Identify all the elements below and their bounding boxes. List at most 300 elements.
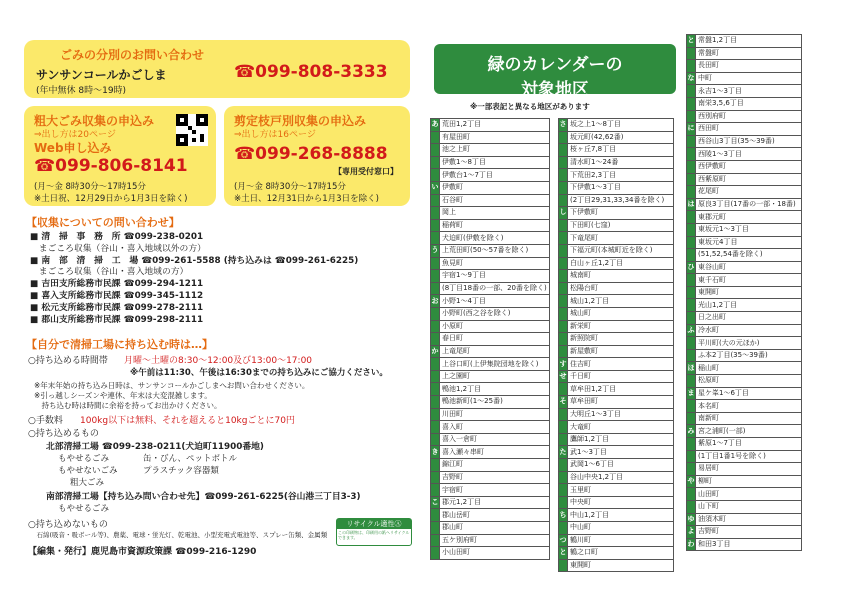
not-accepted-items: 石綿(吸音・吸ボール等)、農薬、電球・蛍光灯、乾電池、小型充電式電池等、スプレー缶類、金属類 bbox=[30, 531, 328, 539]
district-kana bbox=[687, 488, 696, 501]
district-kana: よ bbox=[687, 526, 696, 539]
district-row bbox=[431, 471, 550, 484]
district-name: 下田町(七窪) bbox=[568, 219, 674, 232]
district-row bbox=[431, 534, 550, 547]
district-name: 原良3丁目(17番の一部・18番) bbox=[696, 198, 802, 211]
district-kana: お bbox=[431, 295, 440, 308]
district-name: 城山1,2丁目 bbox=[568, 295, 674, 308]
district-kana bbox=[431, 547, 440, 560]
district-row bbox=[431, 194, 550, 207]
district-name: 中央町 bbox=[568, 496, 674, 509]
district-name: (51,52,54番を除く) bbox=[696, 249, 802, 262]
district-row bbox=[687, 135, 802, 148]
district-kana: ほ bbox=[687, 362, 696, 375]
bulky-waste-web: Web申し込み bbox=[34, 141, 112, 155]
district-row bbox=[431, 396, 550, 409]
district-kana bbox=[687, 47, 696, 60]
district-kana bbox=[431, 408, 440, 421]
district-table-3 bbox=[686, 34, 802, 551]
district-name: 坂之上1〜8丁目 bbox=[568, 119, 674, 132]
district-kana bbox=[687, 249, 696, 262]
district-kana: し bbox=[559, 207, 568, 220]
district-row bbox=[687, 438, 802, 451]
self-delivery-title: 【自分で清掃工場に持ち込む時は…】 bbox=[26, 338, 213, 351]
district-name: 喜入一倉町 bbox=[440, 433, 550, 446]
district-name: 西紫原町 bbox=[696, 173, 802, 186]
district-kana bbox=[431, 333, 440, 346]
district-name: 中山1,2丁目 bbox=[568, 509, 674, 522]
district-kana bbox=[431, 207, 440, 220]
district-name: 伊敷1〜8丁目 bbox=[440, 156, 550, 169]
district-kana bbox=[687, 236, 696, 249]
district-name: 五ケ別府町 bbox=[440, 534, 550, 547]
district-name: 松原町 bbox=[696, 375, 802, 388]
district-name: 松陽台町 bbox=[568, 282, 674, 295]
district-row bbox=[431, 156, 550, 169]
inquiry-line: ■ 郡山支所総務市民課 ☎099-298-2111 bbox=[30, 314, 204, 325]
district-kana bbox=[431, 169, 440, 182]
district-name: 宇宿1〜9丁目 bbox=[440, 270, 550, 283]
district-kana bbox=[559, 471, 568, 484]
sorting-inquiry-title: ごみの分別のお問い合わせ bbox=[60, 48, 205, 62]
district-name: 中町 bbox=[696, 72, 802, 85]
district-name: (8丁目18番の一部、20番を除く) bbox=[440, 282, 550, 295]
bulky-waste-phone: ☎099-806-8141 bbox=[34, 156, 188, 176]
self-note-2: ※引っ越しシーズンや連休、年末は大変混雑します。 bbox=[34, 391, 212, 400]
district-kana bbox=[559, 295, 568, 308]
district-row bbox=[559, 181, 674, 194]
district-name: 郡元1,2丁目 bbox=[440, 496, 550, 509]
district-row bbox=[687, 324, 802, 337]
district-row bbox=[687, 35, 802, 48]
district-kana bbox=[559, 244, 568, 257]
district-row bbox=[559, 156, 674, 169]
district-kana: あ bbox=[431, 119, 440, 132]
district-kana bbox=[687, 463, 696, 476]
district-name: 宇宿町 bbox=[440, 484, 550, 497]
district-name: 大竜町 bbox=[568, 421, 674, 434]
district-name: 鷹師1,2丁目 bbox=[568, 433, 674, 446]
district-kana: そ bbox=[559, 396, 568, 409]
district-name: 花尾町 bbox=[696, 186, 802, 199]
district-name: 和田3丁目 bbox=[696, 538, 802, 551]
district-kana bbox=[431, 522, 440, 535]
district-kana bbox=[559, 433, 568, 446]
qr-code-icon[interactable] bbox=[176, 114, 208, 146]
district-row bbox=[687, 488, 802, 501]
district-row bbox=[559, 244, 674, 257]
bulky-waste-box bbox=[24, 106, 216, 206]
district-name: 城山町 bbox=[568, 307, 674, 320]
district-name: 東開町 bbox=[568, 559, 674, 572]
call-center-name: サンサンコールかごしま bbox=[36, 68, 167, 82]
district-name: 宮之浦町(一部) bbox=[696, 425, 802, 438]
district-kana: さ bbox=[559, 119, 568, 132]
district-kana bbox=[559, 181, 568, 194]
district-kana bbox=[431, 282, 440, 295]
district-name: 武1〜3丁目 bbox=[568, 446, 674, 459]
bulky-waste-holidays: ※土日祝、12月29日から1月3日を除く) bbox=[34, 194, 188, 204]
district-name: 南新町 bbox=[696, 412, 802, 425]
district-name: 下竜尾町 bbox=[568, 232, 674, 245]
pruning-phone: ☎099-268-8888 bbox=[234, 144, 388, 164]
district-row bbox=[431, 144, 550, 157]
district-row bbox=[687, 236, 802, 249]
district-name: 東千石町 bbox=[696, 274, 802, 287]
district-row bbox=[687, 526, 802, 539]
district-name: 伊敷町 bbox=[440, 181, 550, 194]
district-row bbox=[559, 320, 674, 333]
district-kana bbox=[431, 144, 440, 157]
district-kana bbox=[687, 349, 696, 362]
district-kana bbox=[559, 408, 568, 421]
district-row bbox=[559, 370, 674, 383]
self-note-3: 持ち込む時は時間に余裕を持ってお出かけください。 bbox=[34, 401, 222, 410]
district-name: 草牟田1,2丁目 bbox=[568, 383, 674, 396]
north-item-2: もやせないごみ プラスチック容器類 bbox=[58, 466, 219, 476]
district-row bbox=[559, 358, 674, 371]
district-kana bbox=[559, 484, 568, 497]
pruning-box bbox=[224, 106, 410, 206]
district-row bbox=[431, 270, 550, 283]
district-name: 山田町 bbox=[696, 488, 802, 501]
district-name: 坂元町(42,62番) bbox=[568, 131, 674, 144]
district-kana bbox=[559, 194, 568, 207]
district-kana bbox=[559, 131, 568, 144]
district-name: 吉野町 bbox=[696, 526, 802, 539]
district-kana: た bbox=[559, 446, 568, 459]
district-name: 小野町(西之谷を除く) bbox=[440, 307, 550, 320]
district-row bbox=[559, 169, 674, 182]
north-item-1: もやせるごみ 缶・びん、ペットボトル bbox=[58, 454, 238, 464]
district-name: 白山ヶ丘1,2丁目 bbox=[568, 257, 674, 270]
district-kana bbox=[687, 299, 696, 312]
district-row bbox=[687, 85, 802, 98]
district-row bbox=[559, 559, 674, 572]
district-kana bbox=[559, 232, 568, 245]
district-row bbox=[559, 509, 674, 522]
district-kana bbox=[431, 534, 440, 547]
pruning-window-note: 【専用受付窓口】 bbox=[334, 167, 398, 176]
district-row bbox=[431, 433, 550, 446]
district-name: 易居町 bbox=[696, 463, 802, 476]
district-kana bbox=[687, 337, 696, 350]
district-kana bbox=[559, 559, 568, 572]
recycle-mark bbox=[336, 518, 412, 546]
district-row bbox=[431, 509, 550, 522]
district-kana bbox=[559, 282, 568, 295]
district-row bbox=[431, 446, 550, 459]
district-kana: は bbox=[687, 198, 696, 211]
district-kana bbox=[559, 383, 568, 396]
pruning-holidays: ※土日、12月31日から1月3日を除く) bbox=[234, 194, 379, 204]
pruning-hours: (月〜金 8時30分〜17時15分 bbox=[234, 182, 346, 192]
district-row bbox=[687, 198, 802, 211]
district-row bbox=[559, 131, 674, 144]
district-kana bbox=[559, 522, 568, 535]
district-name: 小山田町 bbox=[440, 547, 550, 560]
district-name: 新屋敷町 bbox=[568, 345, 674, 358]
district-row bbox=[431, 421, 550, 434]
district-kana: ち bbox=[559, 509, 568, 522]
district-row bbox=[431, 169, 550, 182]
district-name: 魚見町 bbox=[440, 257, 550, 270]
inquiry-line: ■ 吉田支所総務市民課 ☎099-294-1211 bbox=[30, 279, 204, 290]
bulky-waste-hours: (月〜金 8時30分〜17時15分 bbox=[34, 182, 146, 192]
district-name: 常盤町 bbox=[696, 47, 802, 60]
district-name: 油須木町 bbox=[696, 513, 802, 526]
collection-inquiry-list bbox=[30, 232, 358, 326]
district-kana bbox=[431, 433, 440, 446]
district-name: 郡山町 bbox=[440, 522, 550, 535]
fee-label: ○手数料 bbox=[28, 416, 63, 426]
district-kana: と bbox=[559, 547, 568, 560]
district-kana bbox=[687, 438, 696, 451]
district-row bbox=[431, 333, 550, 346]
district-row bbox=[559, 282, 674, 295]
district-name: 柳町 bbox=[696, 475, 802, 488]
recycle-mark-label: リサイクル適性Ⓐ bbox=[337, 519, 411, 529]
district-row bbox=[687, 475, 802, 488]
inquiry-line: ■ 清 掃 事 務 所 ☎099-238-0201 bbox=[30, 232, 204, 242]
district-row bbox=[687, 312, 802, 325]
district-row bbox=[559, 232, 674, 245]
district-row bbox=[431, 257, 550, 270]
district-kana: や bbox=[687, 475, 696, 488]
district-name: 大明丘1〜3丁目 bbox=[568, 408, 674, 421]
district-name: 吉野町 bbox=[440, 471, 550, 484]
district-name: 星ケ峯1〜6丁目 bbox=[696, 387, 802, 400]
district-kana: ふ bbox=[687, 324, 696, 337]
district-kana bbox=[431, 307, 440, 320]
district-name: 長田町 bbox=[696, 60, 802, 73]
call-center-hours: (年中無休 8時〜19時) bbox=[36, 86, 127, 96]
district-kana bbox=[431, 421, 440, 434]
district-kana: こ bbox=[431, 496, 440, 509]
south-item-1: もやせるごみ bbox=[58, 504, 110, 514]
district-row bbox=[559, 421, 674, 434]
district-row bbox=[559, 396, 674, 409]
district-name: 住吉町 bbox=[568, 358, 674, 371]
district-kana bbox=[431, 270, 440, 283]
district-row bbox=[559, 496, 674, 509]
district-row bbox=[431, 496, 550, 509]
district-table-1 bbox=[430, 118, 550, 560]
district-name: 谷山中央1,2丁目 bbox=[568, 471, 674, 484]
inquiry-line: まごころ収集（谷山・喜入地域の方） bbox=[30, 267, 189, 278]
district-name: 鶴川町 bbox=[568, 534, 674, 547]
district-kana: に bbox=[687, 123, 696, 136]
calendar-note: ※一部表記と異なる地区があります bbox=[470, 102, 590, 111]
district-kana bbox=[559, 144, 568, 157]
district-row bbox=[431, 119, 550, 132]
district-table-2 bbox=[558, 118, 674, 572]
district-row bbox=[687, 337, 802, 350]
district-name: 平川町(大の元ほか) bbox=[696, 337, 802, 350]
district-row bbox=[431, 408, 550, 421]
district-row bbox=[687, 412, 802, 425]
district-row bbox=[559, 295, 674, 308]
south-plant: 南部清掃工場【持ち込み問い合わせ先】☎099-261-6225(谷山港三丁目3-3) bbox=[46, 492, 361, 502]
district-row bbox=[431, 282, 550, 295]
district-kana: わ bbox=[687, 538, 696, 551]
district-name: 上谷口町(上伊集院団地を除く) bbox=[440, 358, 550, 371]
district-name: 上荒田町(50〜57番を除く) bbox=[440, 244, 550, 257]
district-row bbox=[559, 207, 674, 220]
district-row bbox=[687, 463, 802, 476]
district-kana bbox=[431, 396, 440, 409]
district-name: 小野1〜4丁目 bbox=[440, 295, 550, 308]
inquiry-line: ■ 南 部 清 掃 工 場 ☎099-261-5588 (持ち込みは ☎099-261-6225) bbox=[30, 255, 359, 266]
district-name: 西田町 bbox=[696, 123, 802, 136]
fee-value: 100kg以下は無料、それを超えると10kgごとに70円 bbox=[80, 416, 295, 426]
district-row bbox=[431, 131, 550, 144]
district-kana bbox=[559, 257, 568, 270]
district-name: 紫原1〜7丁目 bbox=[696, 438, 802, 451]
district-kana: ひ bbox=[687, 261, 696, 274]
district-name: 池之上町 bbox=[440, 144, 550, 157]
sorting-inquiry-box bbox=[24, 40, 410, 98]
district-name: 犬迫町(伊敷を除く) bbox=[440, 232, 550, 245]
district-name: 鴨池1,2丁目 bbox=[440, 383, 550, 396]
district-kana bbox=[431, 471, 440, 484]
pruning-title: 剪定枝戸別収集の申込み bbox=[234, 114, 367, 128]
accepted-label: ○持ち込めるもの bbox=[28, 429, 99, 439]
district-row bbox=[431, 219, 550, 232]
bulky-waste-pages: ⇒出し方は20ページ bbox=[34, 130, 116, 140]
district-row bbox=[431, 232, 550, 245]
district-kana bbox=[431, 194, 440, 207]
district-name: ふ本2丁目(35〜39番) bbox=[696, 349, 802, 362]
district-name: 新照院町 bbox=[568, 333, 674, 346]
district-kana: う bbox=[431, 244, 440, 257]
district-name: 新栄町 bbox=[568, 320, 674, 333]
north-plant: 北部清掃工場 ☎099-238-0211(犬迫町11900番地) bbox=[46, 442, 264, 452]
district-row bbox=[559, 194, 674, 207]
district-kana bbox=[687, 412, 696, 425]
district-name: 東坂元1〜3丁目 bbox=[696, 223, 802, 236]
district-row bbox=[687, 425, 802, 438]
district-kana bbox=[687, 186, 696, 199]
district-kana bbox=[559, 320, 568, 333]
district-kana bbox=[687, 450, 696, 463]
pruning-pages: ⇒出し方は16ページ bbox=[234, 130, 316, 140]
district-name: (2丁目29,31,33,34番を除く) bbox=[568, 194, 674, 207]
district-kana bbox=[431, 257, 440, 270]
district-row bbox=[559, 257, 674, 270]
district-row bbox=[559, 534, 674, 547]
district-row bbox=[687, 148, 802, 161]
district-kana bbox=[687, 312, 696, 325]
district-row bbox=[559, 522, 674, 535]
district-name: 稲山町 bbox=[696, 362, 802, 375]
north-item-3: 粗大ごみ bbox=[70, 478, 105, 488]
district-row bbox=[559, 219, 674, 232]
district-row bbox=[687, 123, 802, 136]
district-kana: な bbox=[687, 72, 696, 85]
district-kana bbox=[687, 211, 696, 224]
district-name: 西別府町 bbox=[696, 110, 802, 123]
district-name: 桜ヶ丘7,8丁目 bbox=[568, 144, 674, 157]
district-name: 山下町 bbox=[696, 500, 802, 513]
district-row bbox=[687, 299, 802, 312]
district-name: 中山町 bbox=[568, 522, 674, 535]
district-kana bbox=[559, 496, 568, 509]
district-row bbox=[687, 47, 802, 60]
district-row bbox=[431, 383, 550, 396]
district-name: 有屋田町 bbox=[440, 131, 550, 144]
district-row bbox=[431, 484, 550, 497]
district-kana bbox=[559, 169, 568, 182]
district-kana bbox=[431, 509, 440, 522]
district-name: 喜入瀬々串町 bbox=[440, 446, 550, 459]
hours-note: ※午前は11:30、午後は16:30までの持ち込みにご協力ください。 bbox=[130, 368, 388, 378]
district-kana: き bbox=[431, 446, 440, 459]
district-row bbox=[687, 60, 802, 73]
district-kana bbox=[431, 358, 440, 371]
district-name: 上竜尾町 bbox=[440, 345, 550, 358]
district-kana bbox=[559, 421, 568, 434]
district-name: 武岡1〜6丁目 bbox=[568, 459, 674, 472]
district-kana: す bbox=[559, 358, 568, 371]
district-name: 南栄3,5,6丁目 bbox=[696, 97, 802, 110]
district-kana bbox=[431, 370, 440, 383]
district-row bbox=[559, 144, 674, 157]
district-row bbox=[559, 484, 674, 497]
district-kana bbox=[687, 60, 696, 73]
district-kana: せ bbox=[559, 370, 568, 383]
district-row bbox=[431, 370, 550, 383]
district-name: 光山1,2丁目 bbox=[696, 299, 802, 312]
district-kana bbox=[559, 219, 568, 232]
district-kana bbox=[687, 160, 696, 173]
district-row bbox=[431, 547, 550, 560]
district-kana: か bbox=[431, 345, 440, 358]
calendar-title bbox=[434, 44, 676, 100]
district-row bbox=[559, 383, 674, 396]
district-kana bbox=[431, 383, 440, 396]
district-name: 石谷町 bbox=[440, 194, 550, 207]
district-kana bbox=[431, 219, 440, 232]
district-row bbox=[559, 307, 674, 320]
district-row bbox=[687, 72, 802, 85]
district-kana: と bbox=[687, 35, 696, 48]
district-kana bbox=[687, 400, 696, 413]
district-name: 本名町 bbox=[696, 400, 802, 413]
district-row bbox=[687, 513, 802, 526]
district-row bbox=[431, 207, 550, 220]
district-row bbox=[431, 181, 550, 194]
district-row bbox=[559, 547, 674, 560]
district-name: 荒田1,2丁目 bbox=[440, 119, 550, 132]
district-name: 下伊敷町 bbox=[568, 207, 674, 220]
district-name: 常盤1,2丁目 bbox=[696, 35, 802, 48]
district-name: 永吉1〜3丁目 bbox=[696, 85, 802, 98]
district-kana bbox=[687, 500, 696, 513]
district-name: (1丁目1番1号を除く) bbox=[696, 450, 802, 463]
district-row bbox=[687, 274, 802, 287]
district-row bbox=[559, 119, 674, 132]
calendar-title-line2: 対象地区 bbox=[521, 80, 589, 100]
district-name: 郡山岳町 bbox=[440, 509, 550, 522]
inquiry-line: まごころ収集（谷山・喜入地域以外の方） bbox=[30, 243, 206, 254]
district-name: 西伊敷町 bbox=[696, 160, 802, 173]
district-row bbox=[431, 345, 550, 358]
district-name: 千日町 bbox=[568, 370, 674, 383]
district-kana: つ bbox=[559, 534, 568, 547]
district-row bbox=[559, 333, 674, 346]
district-row bbox=[687, 186, 802, 199]
